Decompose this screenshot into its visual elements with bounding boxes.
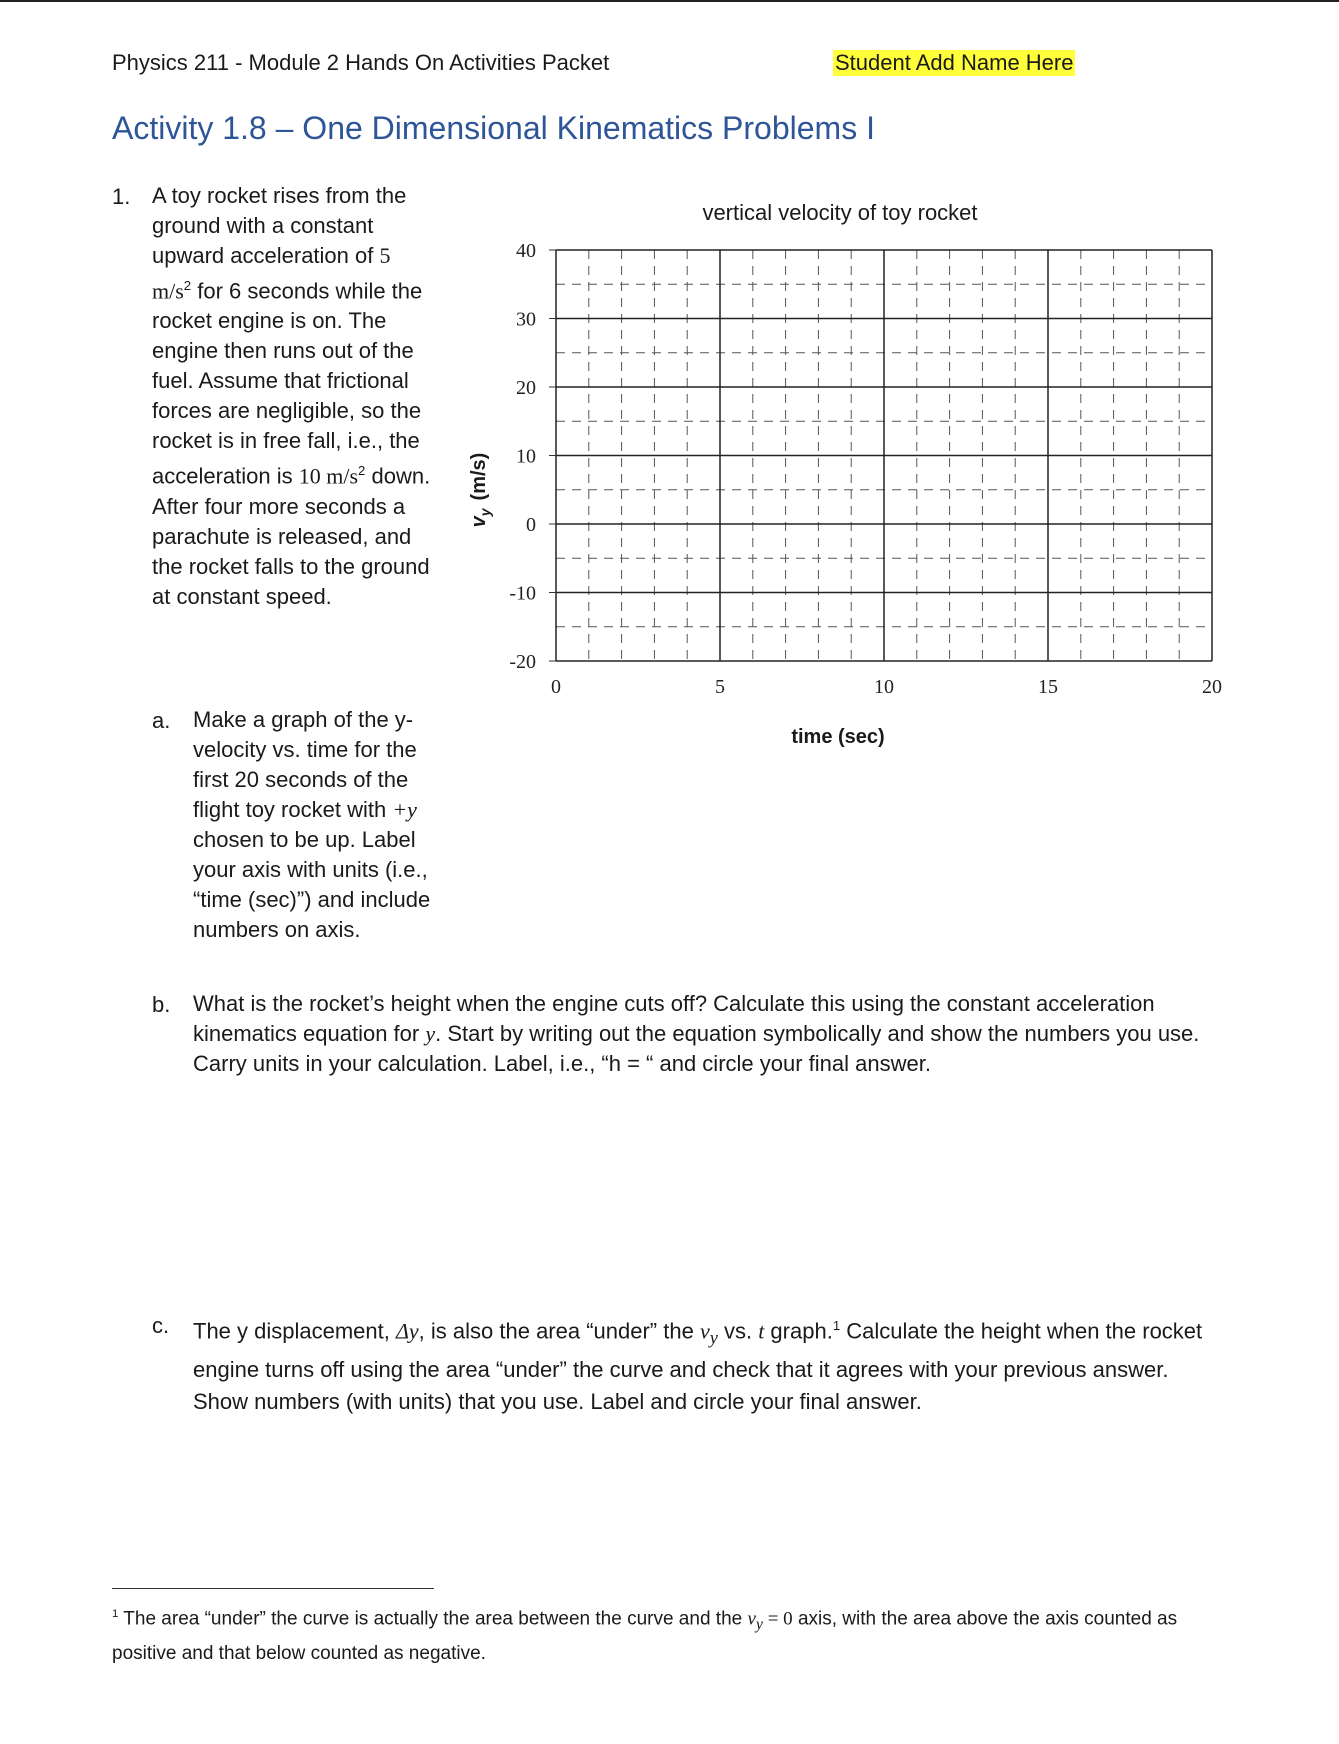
velocity-chart <box>0 0 1339 800</box>
question-text: A toy rocket rises from the ground with a constant upward acceleration of 5 $m/s^2$ for 6 seconds while the rocket engine is on. The engine then runs out of the fuel. Assume that frictional forces are negligible, so the rocket is in free fall, i.e., the acceleration is 10 $m/s^2$ down. After four more seconds a parachute is released, and the rocket falls to the ground at constant speed. <box>152 183 431 609</box>
footnote: $^1$ The area “under” the curve is actually the area between the curve and the $v_y = 0$ axis, with the area above the axis counted as positive and that below counted as negative. <box>112 1608 1178 1665</box>
part-a-letter: a. <box>152 708 171 733</box>
part-b-text: What is the rocket’s height when the engine cuts off? Calculate this using the constant acceleration kinematics equation for y. Start by writing out the equation symbolically and show the numbers you use. Carry units in your calculation. Label, i.e., “h = “ and circle your final answer. <box>193 991 1200 1076</box>
chart-major-grid <box>556 250 1212 661</box>
y-tick-label: 30 <box>516 308 536 331</box>
accel-down-value: 10 m/s <box>298 463 359 489</box>
x-tick-label: 0 <box>551 676 561 698</box>
y-tick-label: 20 <box>516 377 536 399</box>
part-a-text: Make a graph of the y-velocity vs. time for the first 20 seconds of the flight toy rocket with +y chosen to be up. Label your axis with units (i.e., “time (sec)”) and include numbers on axis. <box>193 707 431 942</box>
y-axis-label: $v_y(m/s)$ <box>468 452 493 528</box>
y-tick-labels <box>509 240 556 673</box>
x-tick-label: 10 <box>874 676 894 698</box>
y-tick-label: 40 <box>516 240 536 262</box>
x-axis-label: time (sec) <box>791 726 885 748</box>
y-tick-label: -20 <box>509 651 536 673</box>
chart-title: vertical velocity of toy rocket <box>702 200 978 225</box>
x-tick-label: 15 <box>1038 676 1058 698</box>
student-name-placeholder[interactable]: Student Add Name Here <box>835 50 1074 75</box>
part-b-letter: b. <box>152 992 171 1017</box>
x-tick-label: 5 <box>715 676 725 698</box>
footnote-rule <box>112 1588 434 1589</box>
footnote-ref: 1 <box>832 1318 841 1333</box>
accel-up-value: 5 m/s <box>152 243 391 304</box>
course-header: Physics 211 - Module 2 Hands On Activities Packet <box>112 50 610 75</box>
y-tick-label: 10 <box>516 445 536 468</box>
x-tick-labels <box>551 676 1222 698</box>
x-tick-label: 20 <box>1202 676 1222 698</box>
y-tick-label: 0 <box>526 514 536 536</box>
activity-title: Activity 1.8 – One Dimensional Kinematics Problems I <box>112 110 875 146</box>
y-tick-label: -10 <box>509 582 536 605</box>
part-c-text: The y displacement, Δy, is also the area “under” the $v_y$ vs. t graph.$^1$ Calculate the height when the rocket engine turns off using the area “under” the curve and check that it agrees with your previous answer. Show numbers (with units) that you use. Label and circle your final answer. <box>193 1318 1203 1414</box>
part-c-letter: c. <box>152 1313 170 1338</box>
question-number: 1. <box>112 184 131 209</box>
